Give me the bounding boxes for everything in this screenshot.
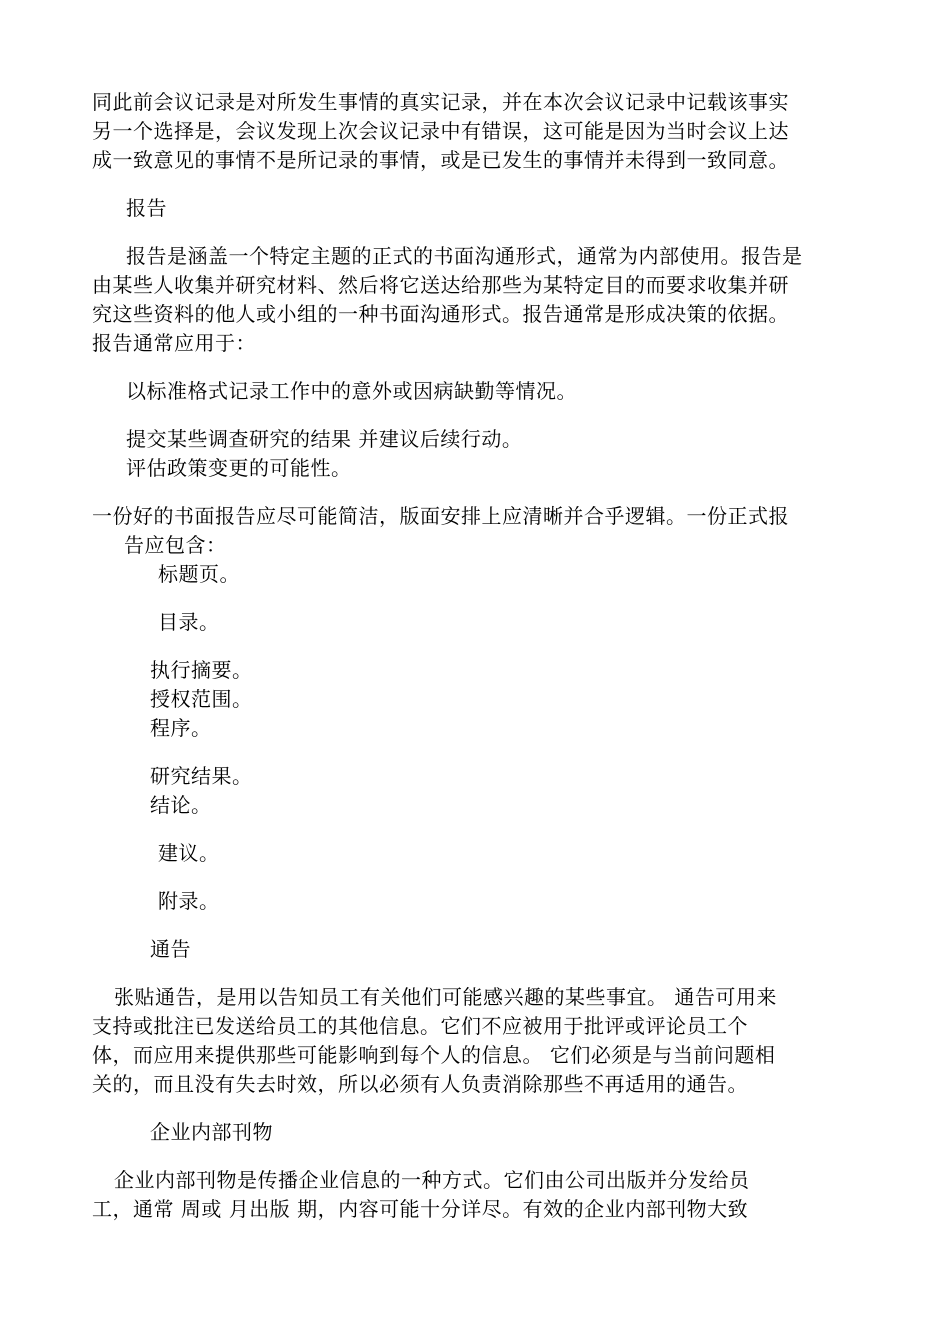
notice-line-1: 张贴通告，是用以告知员工有关他们可能感兴趣的某些事宜。 通告可用来 — [114, 985, 777, 1009]
report-content-item: 执行摘要。 — [150, 658, 253, 682]
report-content-item: 研究结果。 — [150, 764, 253, 788]
notice-line-4: 关的，而且没有失去时效，所以必须有人负责消除那些不再适用的通告。 — [92, 1072, 748, 1096]
report-def-line-4: 报告通常应用于： — [92, 331, 256, 355]
newsletter-line-2: 工，通常 周或 月出版 期，内容可能十分详尽。有效的企业内部刊物大致 — [92, 1197, 749, 1221]
report-content-item: 结论。 — [150, 793, 212, 817]
notice-heading: 通告 — [150, 937, 191, 961]
newsletter-line-1: 企业内部刊物是传播企业信息的一种方式。它们由公司出版并分发给员 — [114, 1168, 750, 1192]
minutes-line-1: 同此前会议记录是对所发生事情的真实记录，并在本次会议记录中记载该事实 — [92, 90, 789, 114]
report-content-item: 目录。 — [158, 610, 220, 634]
report-use-item: 评估政策变更的可能性。 — [126, 456, 352, 480]
report-heading: 报告 — [126, 196, 167, 220]
good-report-line-1: 一份好的书面报告应尽可能简洁，版面安排上应清晰并合乎逻辑。一份正式报 — [92, 504, 789, 528]
report-content-item: 建议。 — [158, 841, 220, 865]
report-use-item: 以标准格式记录工作中的意外或因病缺勤等情况。 — [126, 379, 577, 403]
report-use-item: 提交某些调查研究的结果 并建议后续行动。 — [126, 427, 523, 451]
report-content-item: 附录。 — [158, 889, 220, 913]
report-content-item: 标题页。 — [158, 562, 240, 586]
minutes-line-2: 另一个选择是，会议发现上次会议记录中有错误，这可能是因为当时会议上达 — [92, 119, 789, 143]
report-def-line-1: 报告是涵盖一个特定主题的正式的书面沟通形式，通常为内部使用。报告是 — [126, 244, 803, 268]
report-content-item: 授权范围。 — [150, 687, 253, 711]
report-content-item: 程序。 — [150, 716, 212, 740]
notice-line-3: 体，而应用来提供那些可能影响到每个人的信息。 它们必须是与当前问题相 — [92, 1043, 776, 1067]
report-def-line-3: 究这些资料的他人或小组的一种书面沟通形式。报告通常是形成决策的依据。 — [92, 302, 789, 326]
report-def-line-2: 由某些人收集并研究材料、然后将它送达给那些为某特定目的而要求收集并研 — [92, 273, 789, 297]
minutes-line-3: 成一致意见的事情不是所记录的事情，或是已发生的事情并未得到一致同意。 — [92, 148, 789, 172]
newsletter-heading: 企业内部刊物 — [150, 1120, 273, 1144]
notice-line-2: 支持或批注已发送给员工的其他信息。它们不应被用于批评或评论员工个 — [92, 1014, 748, 1038]
good-report-line-2: 告应包含： — [124, 533, 227, 557]
